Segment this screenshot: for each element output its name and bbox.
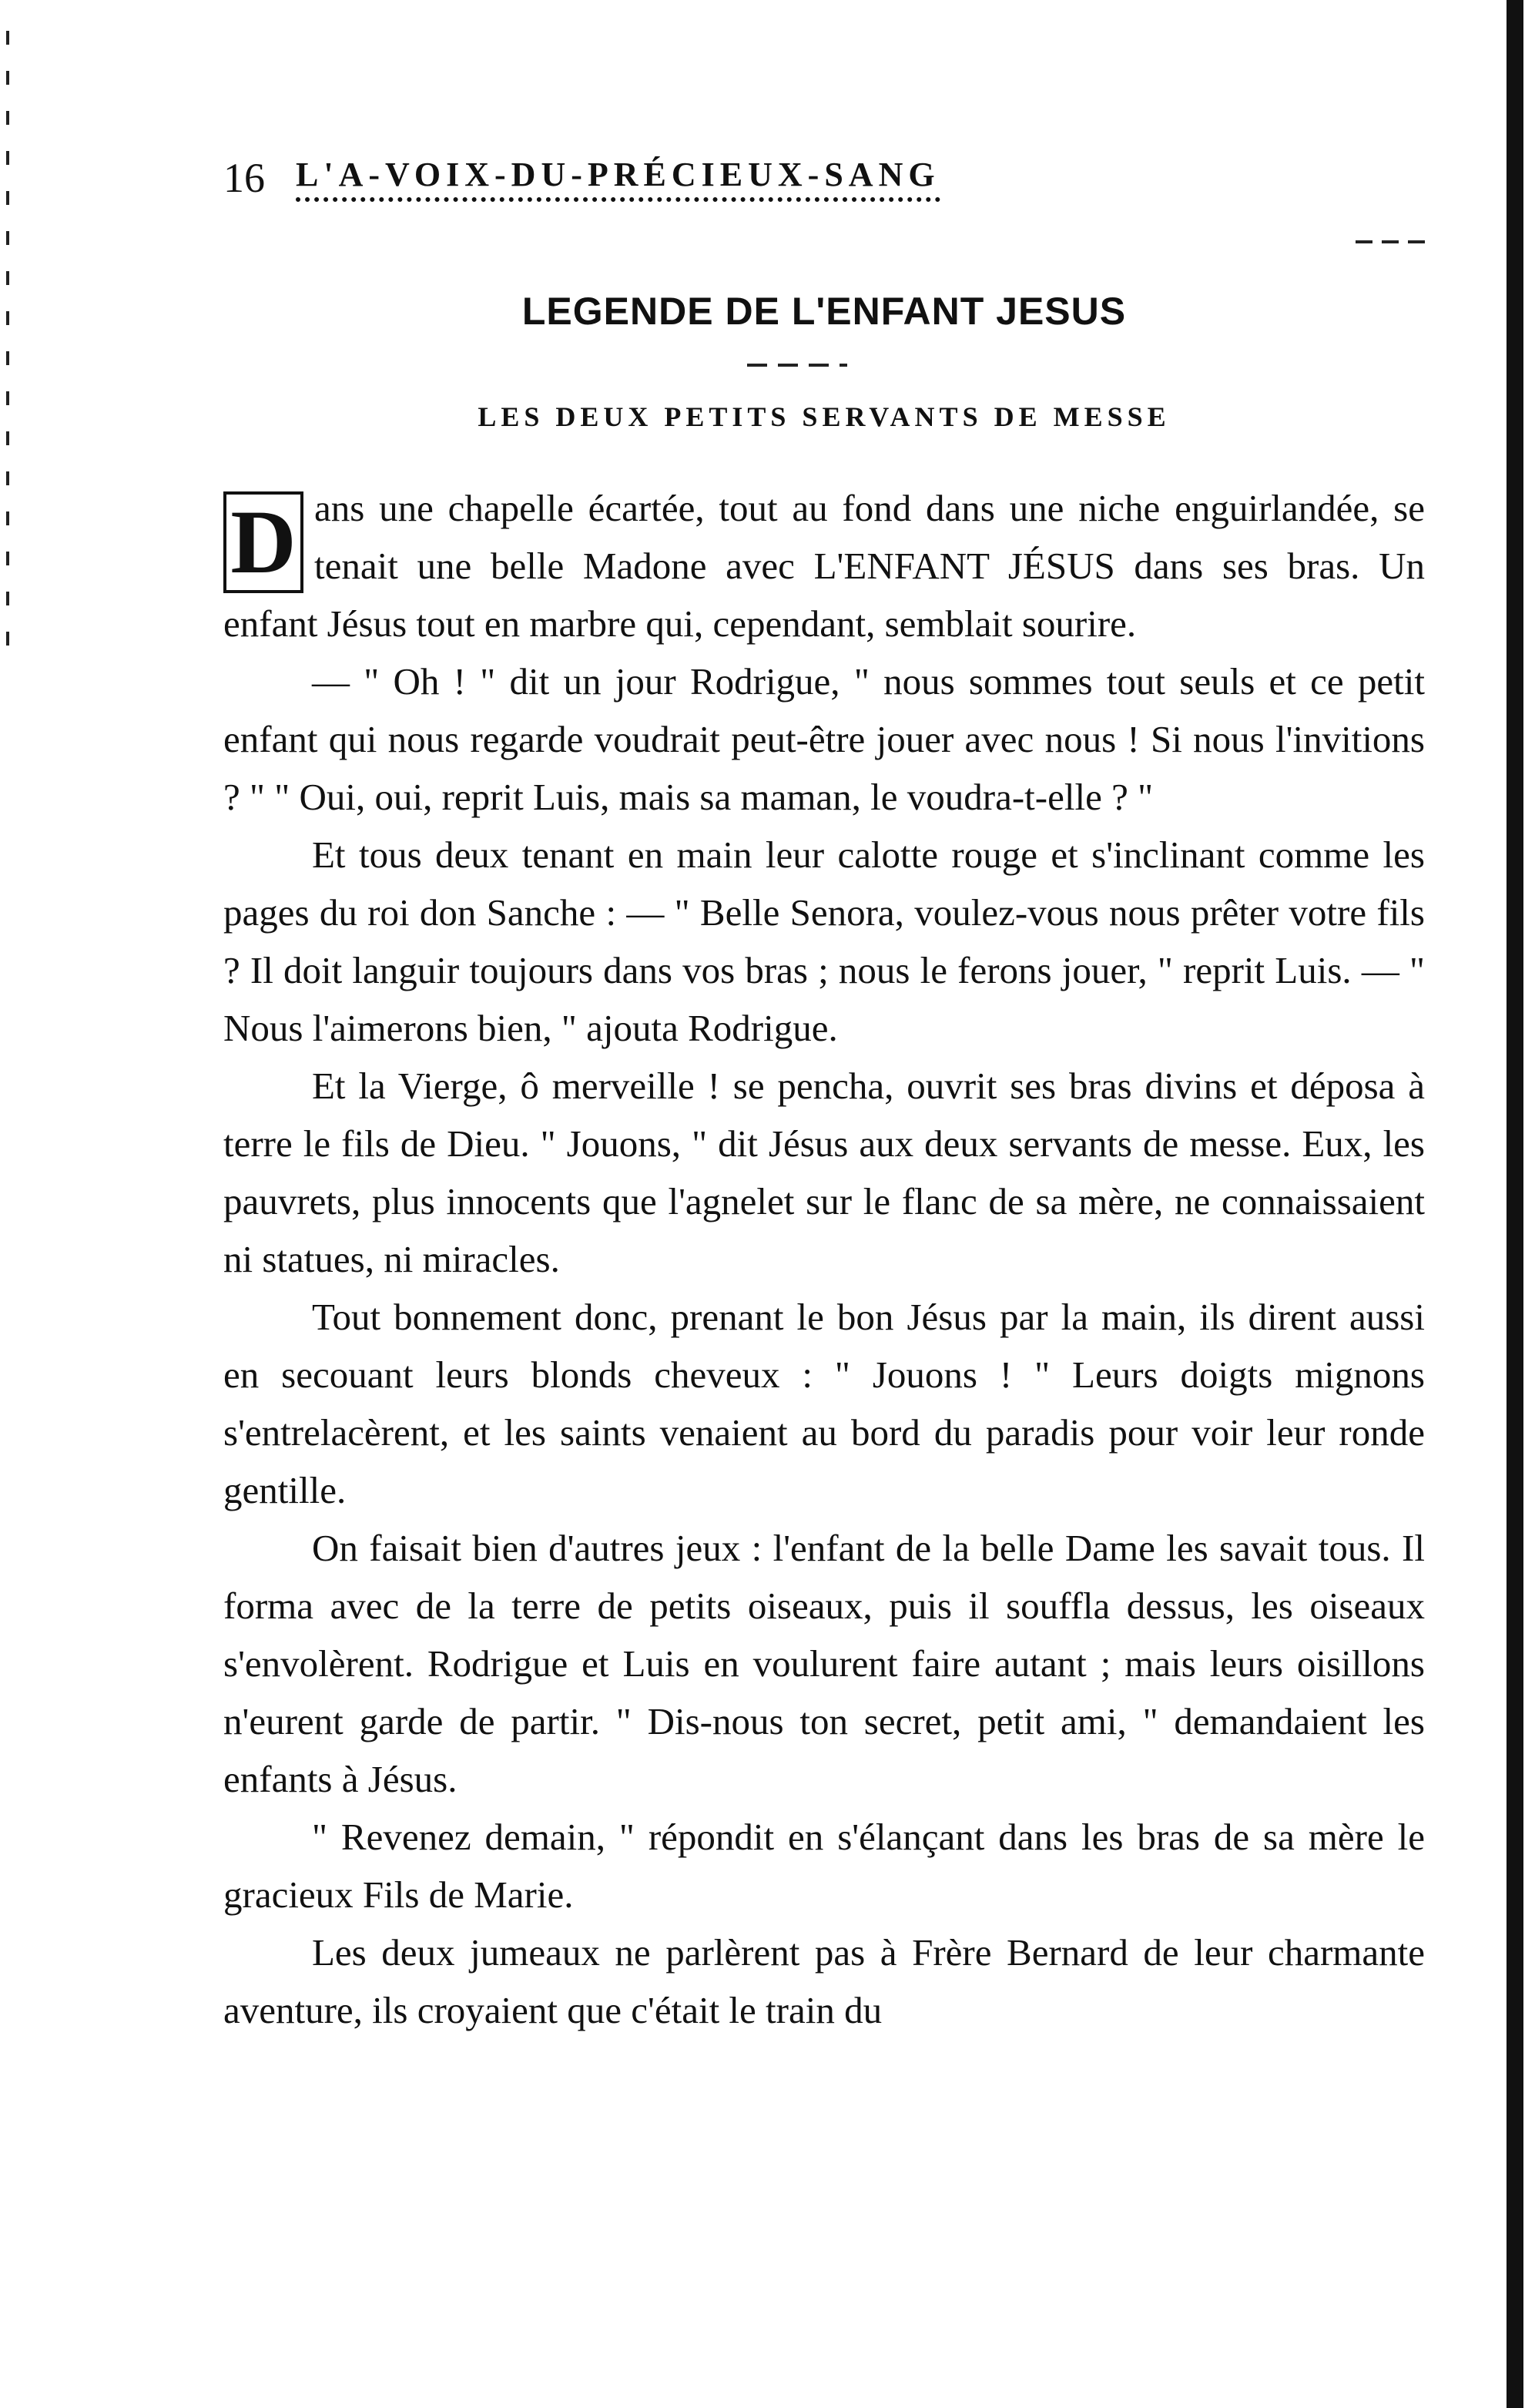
header-rule <box>1356 240 1425 243</box>
title-rule <box>747 364 847 367</box>
paragraph: — " Oh ! " dit un jour Rodrigue, " nous sommes tout seuls et ce petit enfant qui nous regarde voudrait peut-être jouer avec nous ! Si nous l'invitions ? " " Oui, oui, reprit Luis, mais sa maman, le voudra-t-elle ? " <box>223 660 1425 818</box>
drop-cap: D <box>223 491 303 593</box>
left-margin-marks <box>6 31 9 647</box>
paragraph: Et la Vierge, ô merveille ! se pencha, ouvrit ses bras divins et déposa à terre le fils de Dieu. " Jouons, " dit Jésus aux deux servants de messe. Eux, les pauvrets, plus innocents que l'agnelet sur le flanc de sa mère, ne connaissaient ni statues, ni miracles. <box>223 1065 1425 1280</box>
paragraph: Tout bonnement donc, prenant le bon Jésus par la main, ils dirent aussi en secouant leurs blonds cheveux : " Jouons ! " Leurs doigts mignons s'entrelacèrent, et les saints venaient au bord du paradis pour voir leur ronde gentille. <box>223 1296 1425 1511</box>
body-text <box>223 479 1425 2039</box>
right-border-bar <box>1507 0 1523 2408</box>
page-header <box>223 151 1409 205</box>
page-title: LEGENDE DE L'ENFANT JESUS <box>521 290 1127 333</box>
subtitle: LES DEUX PETITS SERVANTS DE MESSE <box>478 401 1171 432</box>
paragraph-text: ans une chapelle écartée, tout au fond dans une niche enguirlandée, se tenait une belle Madone avec L'ENFANT JÉSUS dans ses bras. Un enfant Jésus tout en marbre qui, cependant, semblait sourire. <box>223 487 1425 645</box>
paragraph: " Revenez demain, " répondit en s'élançant dans les bras de sa mère le gracieux Fils de Marie. <box>223 1816 1425 1916</box>
paragraph: On faisait bien d'autres jeux : l'enfant de la belle Dame les savait tous. Il forma avec de la terre de petits oiseaux, puis il souffla dessus, les oiseaux s'envolèrent. Rodrigue et Luis en voulurent faire autant ; mais leurs oisillons n'eurent garde de partir. " Dis-nous ton secret, petit ami, " demandaient les enfants à Jésus. <box>223 1527 1425 1800</box>
paragraph: Et tous deux tenant en main leur calotte rouge et s'inclinant comme les pages du roi don Sanche : — " Belle Senora, voulez-vous nous prêter votre fils ? Il doit languir toujours dans vos bras ; nous le ferons jouer, " reprit Luis. — " Nous l'aimerons bien, " ajouta Rodrigue. <box>223 833 1425 1049</box>
running-title: L'A-VOIX-DU-PRÉCIEUX-SANG <box>296 155 940 202</box>
paragraph <box>223 479 1425 652</box>
page-number: 16 <box>223 155 265 201</box>
paragraph: Les deux jumeaux ne parlèrent pas à Frère Bernard de leur charmante aventure, ils croyaient que c'était le train du <box>223 1931 1425 2031</box>
